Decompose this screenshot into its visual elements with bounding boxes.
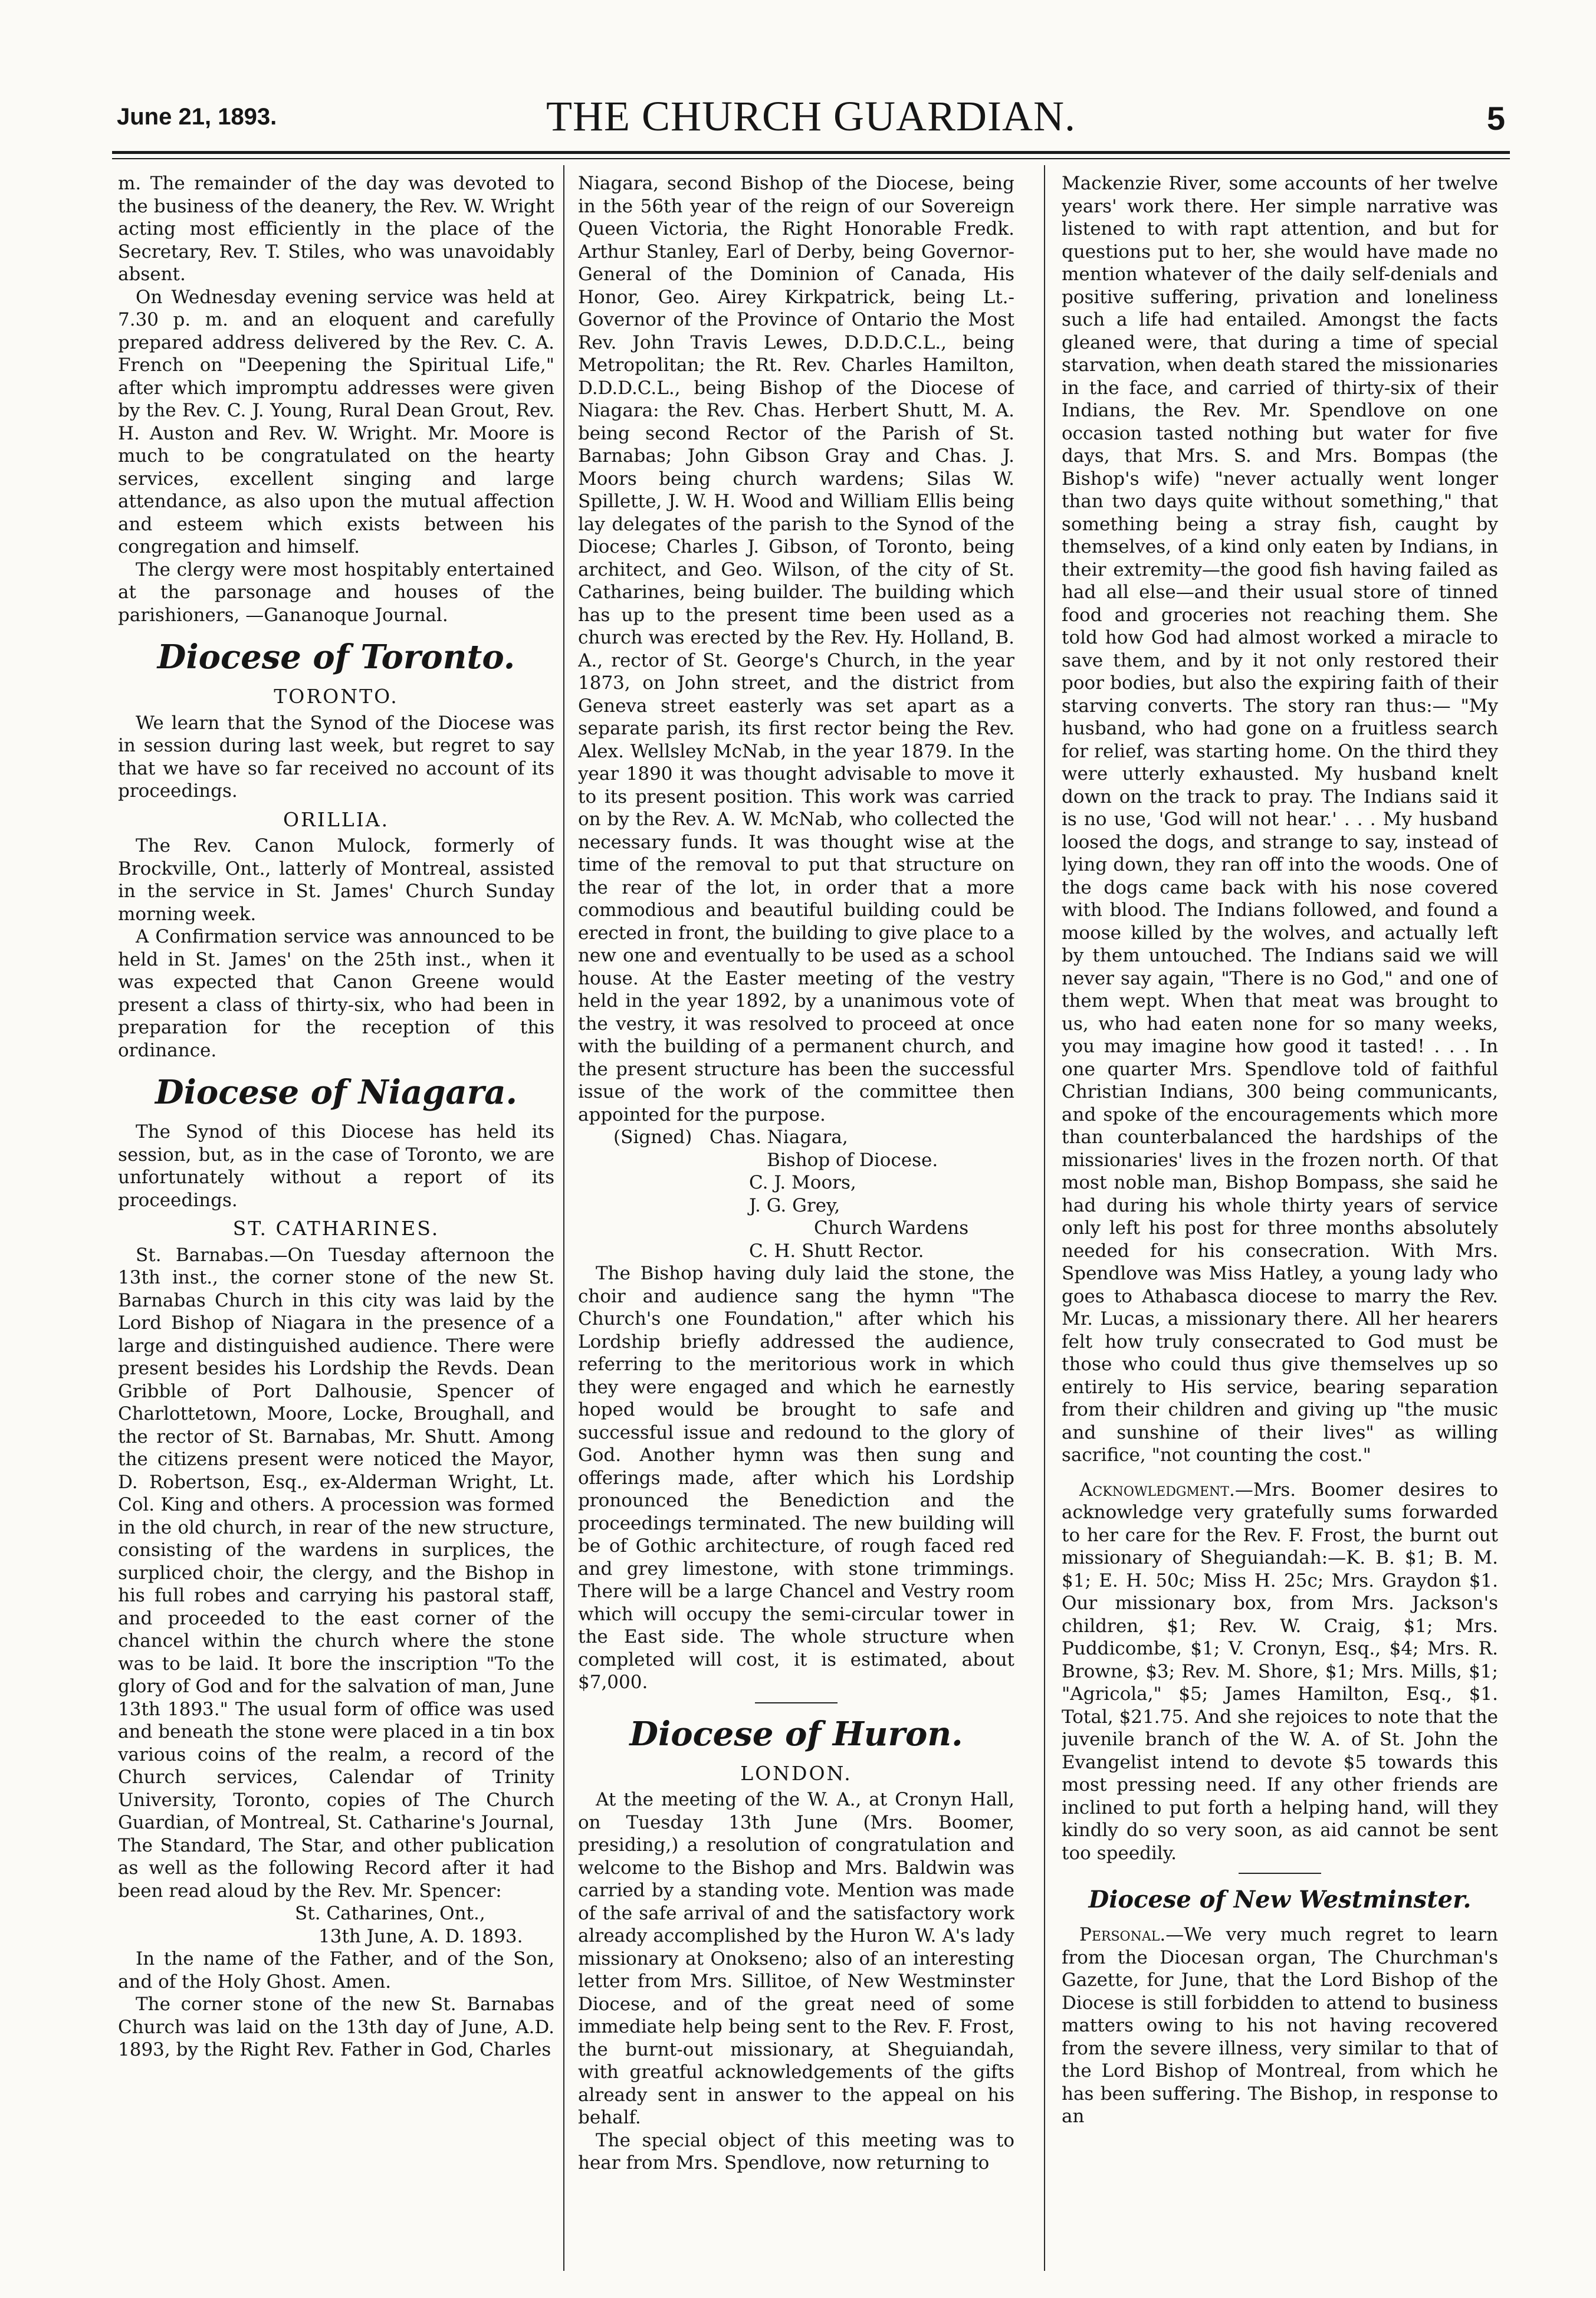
paragraph: m. The remainder of the day was devoted to the business of the deanery, the Rev. W. Wright acting most efficiently in the place of the Secretary, Rev. T. Stiles, who was unavoidably absent. (118, 173, 554, 285)
column-2 (578, 172, 1014, 2272)
paragraph: The special object of this meeting was to hear from Mrs. Spendlove, now returning to (578, 2129, 1014, 2174)
page-number: 5 (1486, 100, 1505, 137)
paragraph: In the name of the Father, and of the Son, and of the Holy Ghost. Amen. (118, 1948, 554, 1992)
paragraph: A Confirmation service was announced to be held in St. James' on the 25th inst., when it was expected that Canon Greene would present a class of thirty-six, who had been in preparation for the reception of this ordinance. (118, 926, 554, 1061)
personal-label: Personal. (1079, 1924, 1166, 1945)
paragraph: At the meeting of the W. A., at Cronyn Hall, on Tuesday 13th June (Mrs. Boomer, presiding,) a resolution of congratulation and welcome to the Bishop and Mrs. Baldwin was carried by a standing vote. Mention was made of the safe arrival of and the satisfactory work already accomplished by the Huron W. A's lady missionary at Onokseno; also of an interesting letter from Mrs. Sillitoe, of New Westminster Diocese, and of the great need of some immediate help being sent to the Rev. F. Frost, the burnt-out missionary, at Sheguiandah, with greatful acknowledgements of the gifts already sent in answer to the appeal on his behalf. (578, 1789, 1014, 2128)
subheading-london: LONDON. (740, 1761, 852, 1785)
acknowledgment-label: Acknowledgment. (1079, 1479, 1235, 1501)
signature-line: Bishop of Diocese. (767, 1149, 938, 1171)
paragraph: Mackenzie River, some accounts of her twelve years' work there. Her simple narrative was listened to with rapt attention, and but for questions put to her, she would have made no mention whatever of the daily self-denials and positive suffering, privation and loneliness such a life had entailed. Amongst the facts gleaned were, that during a time of special starvation, when death stared the missionaries in the face, and carried of thirty-six of their Indians, the Rev. Mr. Spendlove on one occasion tasted nothing but water for five days, that Mrs. S. and Mrs. Bompas (the Bishop's wife) "never actually went longer than two days quite without something," that something being a stray fish, caught by themselves, of a kind only eaten by Indians, in their extremity—the good fish having failed as had all else—and their usual store of tinned food and groceries not reaching them. She told how God had almost worked a miracle to save them, and by it not only restored their poor bodies, but also the expiring faith of their starving converts. The story ran thus:— "My husband, who had gone on a fruitless search for relief, was starting home. On the third they were utterly exhausted. My husband knelt down on the track to pray. The Indians said it is no use, 'God will not hear.' . . . My husband loosed the dogs, and strange to say, instead of lying down, they ran off into the woods. One of the dogs came back with his nose covered with blood. The Indians followed, and found a moose killed by the wolves, and actually left by them untouched. The Indians said we will never say again, "There is no God," and one of them wept. When that meat was brought to us, who had eaten none for so many weeks, you may imagine how good it tasted! . . . In one quarter Mrs. Spendlove told of faithful Christian Indians, 300 being communicants, and spoke of the encouragements which more than counterbalanced the hardships of the missionaries' lives in the frozen north. Of that most noble man, Bishop Bompass, she said he had during his whole thirty years of service only left his post for three months absolutely needed for his consecration. With Mrs. Spendlove was Miss Hatley, a young lady who goes to Athabasca diocese to marry the Rev. Mr. Lucas, a missionary there. All her hearers felt how truly consecrated to God must be those who could thus give themselves up so entirely to His service, bearing separation from their children and giving up "the music and sunshine of their lives" as willing sacrifice, "not counting the cost." (1062, 173, 1498, 1466)
signature-line: C. J. Moors, (749, 1172, 856, 1193)
subheading-orillia: ORILLIA. (283, 807, 390, 831)
signature-line: (Signed) Chas. Niagara, (613, 1127, 848, 1148)
paragraph: Niagara, second Bishop of the Diocese, being in the 56th year of the reign of our Sovereign Queen Victoria, the Right Honorable Fredk. Arthur Stanley, Earl of Derby, being Governor-General of the Dominion of Canada, His Honor, Geo. Airey Kirkpatrick, being Lt.-Governor of the Province of Ontario the Most Rev. John Travis Lewes, D.D.D.C.L., being Metropolitan; the Rt. Rev. Charles Hamilton, D.D.D.C.L., being Bishop of the Diocese of Niagara: the Rev. Chas. Herbert Shutt, M. A. being second Rector of the Parish of St. Barnabas; John Gibson Gray and Chas. J. Moors being church wardens; Silas W. Spillette, J. W. H. Wood and William Ellis being lay delegates of the parish to the Synod of the Diocese; Charles J. Gibson, of Toronto, being architect, and Geo. Wilson, of the city of St. Catharines, being builder. The building which has up to the present time been used as a church was erected by the Rev. Hy. Holland, B. A., rector of St. George's Church, in the year 1873, on John street, and the district from Geneva street easterly was set apart as a separate parish, its first rector being the Rev. Alex. Wellsley McNab, in the year 1879. In the year 1890 it was thought advisable to move it to its present position. This work was carried on by the Rev. A. W. McNab, who collected the necessary funds. It was thought wise at the time of the removal to put that structure on the rear of the lot, in order that a more commodious and beautiful building could be erected in front, the building to give place to a new one and eventually to be used as a school house. At the Easter meeting of the vestry held in the year 1892, by a unanimous vote of the vestry, it was resolved to proceed at once with the building of a permanent church, and the present structure has been the successful issue of the work of the committee then appointed for the purpose. (578, 173, 1014, 1125)
record-line: St. Catharines, Ont., (295, 1903, 485, 1924)
section-heading-toronto: Diocese of Toronto. (157, 638, 515, 677)
section-divider (755, 1702, 838, 1703)
section-heading-niagara: Diocese of Niagara. (155, 1073, 517, 1112)
paragraph (1062, 1479, 1498, 1865)
section-heading-new-westminster: Diocese of New Westminster. (1088, 1886, 1472, 1913)
paragraph: The Rev. Canon Mulock, formerly of Brockville, Ont., latterly of Montreal, assisted in the service in St. James' Church Sunday morning week. (118, 835, 554, 925)
masthead-rule-thin (112, 158, 1510, 159)
column-3 (1062, 172, 1498, 2272)
personal-text: —We very much regret to learn from the Diocesan organ, The Churchman's Gazette, for June, that the Lord Bishop of the Diocese is still forbidden to attend to business matters owing to his not having recovered from the severe illness, very similar to that of the Lord Bishop of Montreal, from which he has been suffering. The Bishop, in response to an (1062, 1924, 1498, 2127)
column-1 (118, 172, 554, 2272)
masthead (112, 88, 1510, 152)
column-divider-1 (563, 165, 564, 2271)
subheading-toronto: TORONTO. (274, 685, 399, 708)
signature-line: Church Wardens (814, 1217, 969, 1239)
signature-line: J. G. Grey, (749, 1194, 840, 1216)
section-heading-huron: Diocese of Huron. (629, 1714, 963, 1754)
paragraph: The clergy were most hospitably entertained at the parsonage and houses of the parishioners, —Gananoque Journal. (118, 559, 554, 626)
paragraph (1062, 1923, 1498, 2128)
paragraph: We learn that the Synod of the Diocese was in session during last week, but regret to say that we have so far received no account of its proceedings. (118, 712, 554, 802)
issue-date: June 21, 1893. (117, 104, 277, 130)
paragraph: St. Barnabas.—On Tuesday afternoon the 13th inst., the corner stone of the new St. Barnabas Church in this city was laid by the Lord Bishop of Niagara in the presence of a large and distinguished audience. There were present besides his Lordship the Revds. Dean Gribble of Port Dalhousie, Spencer of Charlottetown, Moore, Locke, Broughall, and the rector of St. Barnabas, Mr. Shutt. Among the citizens present were noticed the Mayor, D. Robertson, Esq., ex-Alderman Wright, Lt. Col. King and others. A procession was formed in the old church, in rear of the new structure, consisting of the wardens in surplices, the surpliced choir, the clergy, and the Bishop in his full robes and carrying his pastoral staff, and proceeded to the east corner of the chancel within the church where the stone was to be laid. It bore the inscription "To the glory of God and for the salvation of man, June 13th 1893." The usual form of office was used and beneath the stone were placed in a tin box various coins of the realm, a record of the Church services, Calendar of Trinity University, Toronto, copies of The Church Guardian, of Montreal, St. Catharine's Journal, The Standard, The Star, and other publication as well as the following Record after it had been read aloud by the Rev. Mr. Spencer: (118, 1244, 554, 1902)
column-divider-2 (1044, 165, 1045, 2271)
paragraph: The corner stone of the new St. Barnabas Church was laid on the 13th day of June, A.D. 1893, by the Right Rev. Father in God, Charles (118, 1994, 554, 2060)
paragraph: On Wednesday evening service was held at 7.30 p. m. and an eloquent and carefully prepared address delivered by the Rev. C. A. French on "Deepening the Spiritual Life," after which impromptu addresses were given by the Rev. C. J. Young, Rural Dean Grout, Rev. H. Auston and Rev. W. Wright. Mr. Moore is much to be congratulated on the hearty services, excellent singing and large attendance, as also upon the mutual affection and esteem which exists between his congregation and himself. (118, 286, 554, 557)
newspaper-title: THE CHURCH GUARDIAN. (546, 93, 1076, 140)
subheading-st-catharines: ST. CATHARINES. (232, 1217, 440, 1240)
section-divider (1239, 1873, 1321, 1874)
masthead-rule-thick (112, 151, 1510, 154)
paragraph: The Bishop having duly laid the stone, the choir and audience sang the hymn "The Church's one Foundation," after which his Lordship briefly addressed the audience, referring to the meritorious work in which they were engaged and which he earnestly hoped would be brought to safe and successful issue and redound to the glory of God. Another hymn was then sung and offerings made, after which his Lordship pronounced the Benediction and the proceedings terminated. The new building will be of Gothic architecture, of rough faced red and grey limestone, with stone trimmings. There will be a large Chancel and Vestry room which will occupy the semi-circular tower in the East side. The whole structure when completed will cost, it is estimated, about $7,000. (578, 1263, 1014, 1693)
paragraph: The Synod of this Diocese has held its session, but, as in the case of Toronto, we are unfortunately without a report of its proceedings. (118, 1121, 554, 1211)
acknowledgment-text: —Mrs. Boomer desires to acknowledge very gratefully sums forwarded to her care for the Rev. F. Frost, the burnt out missionary of Sheguiandah:—K. B. $1; B. M. $1; E. H. 50c; Miss H. 25c; Mrs. Graydon $1. Our missionary box, from Mrs. Jackson's children, $1; Rev. W. Craig, $1; Mrs. Puddicombe, $1; V. Cronyn, Esq., $4; Mrs. R. Browne, $3; Rev. M. Shore, $1; Mrs. Mills, $1; "Agricola," $5; James Hamilton, Esq., $1. Total, $21.75. And she rejoices to note that the juvenile branch of the W. A. of St. John the Evangelist intend to devote $5 towards this most pressing need. If any other friends are inclined to put forth a helping hand, will they kindly do so very soon, as aid cannot be sent too speedily. (1062, 1479, 1498, 1864)
record-line: 13th June, A. D. 1893. (318, 1925, 523, 1947)
signature-line: C. H. Shutt Rector. (749, 1240, 924, 1262)
